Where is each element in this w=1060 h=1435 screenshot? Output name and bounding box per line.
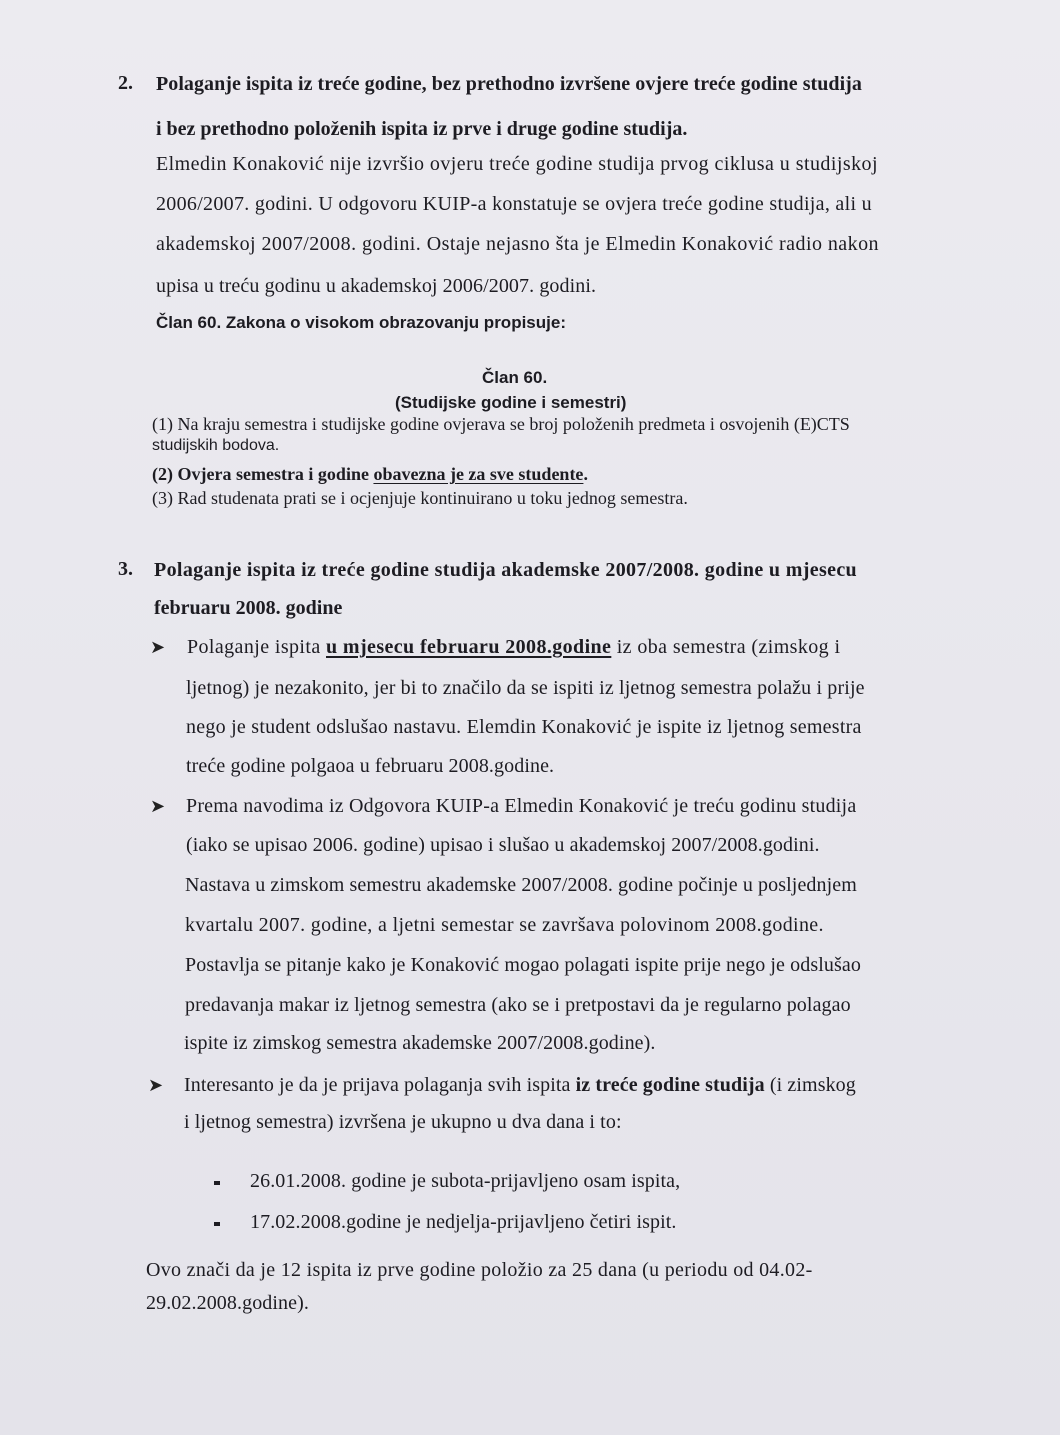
section-2-heading-line2: i bez prethodno položenih ispita iz prve i druge godine studija. [156,118,688,140]
bullet-3-suffix: (i zimskog [764,1074,856,1096]
bullet-1-line3: nego je student odslušao nastavu. Elemdin Konaković je ispite iz ljetnog semestra [186,716,862,738]
law-intro: Član 60. Zakona o visokom obrazovanju propisuje: [156,313,566,332]
arrow-bullet-icon: ➤ [150,637,166,657]
section-2-para-line4: upisa u treću godinu u akademskoj 2006/2007. godini. [156,275,597,297]
section-2-para-line2: 2006/2007. godini. U odgovoru KUIP-a konstatuje se ovjera treće godine studija, ali u [156,193,872,215]
article-paragraph-2 [152,464,588,485]
bullet-2-line6: predavanja makar iz ljetnog semestra (ako se i pretpostavi da je regularno polagao [185,994,851,1016]
bullet-3-prefix: Interesanto je da je prijava polaganja svih ispita [184,1074,576,1096]
article-title: Član 60. [482,368,548,387]
section-2-para-line1: Elmedin Konaković nije izvršio ovjeru treće godine studija prvog ciklusa u studijskoj [156,153,878,175]
article-paragraph-1-line1: (1) Na kraju semestra i studijske godine ovjerava se broj položenih predmeta i osvojenih (E)CTS [152,414,850,434]
bullet-1-line4: treće godine polgaoa u februaru 2008.godine. [186,755,555,777]
bullet-2-line3: Nastava u zimskom semestru akademske 2007/2008. godine počinje u posljednjem [185,874,857,896]
dash-bullet-icon [214,1222,220,1226]
closing-line2: 29.02.2008.godine). [146,1292,309,1314]
section-3-heading-line2: februaru 2008. godine [154,597,343,619]
bullet-2-line7: ispite iz zimskog semestra akademske 2007/2008.godine). [184,1032,656,1054]
bullet-1-underlined: u mjesecu februaru 2008.godine [326,636,612,658]
closing-line1: Ovo znači da je 12 ispita iz prve godine položio za 25 dana (u periodu od 04.02- [146,1259,813,1281]
dash-item-2: 17.02.2008.godine je nedjelja-prijavljeno četiri ispit. [250,1211,677,1233]
article-paragraph-2-underlined: obavezna je za sve studente [373,464,584,484]
article-paragraph-2-suffix: . [583,464,588,484]
bullet-2-line5: Postavlja se pitanje kako je Konaković mogao polagati ispite prije nego je odslušao [185,954,861,976]
bullet-1-line1 [187,636,840,659]
dash-item-1: 26.01.2008. godine je subota-prijavljeno osam ispita, [250,1170,681,1192]
bullet-1-suffix: iz oba semestra (zimskog i [611,636,841,658]
bullet-2-line1: Prema navodima iz Odgovora KUIP-a Elmedin Konaković je treću godinu studija [186,795,857,817]
bullet-3-bold: iz treće godine studija [575,1074,765,1096]
bullet-1-prefix: Polaganje ispita [187,636,326,658]
section-3-heading-line1: Polaganje ispita iz treće godine studija akademske 2007/2008. godine u mjesecu [154,559,858,581]
dash-bullet-icon [214,1181,220,1185]
arrow-bullet-icon: ➤ [150,796,166,816]
section-2-number: 2. [118,72,133,94]
bullet-3-line1 [184,1074,856,1097]
bullet-2-line2: (iako se upisao 2006. godine) upisao i slušao u akademskoj 2007/2008.godini. [186,834,820,856]
article-subtitle: (Studijske godine i semestri) [395,393,627,412]
article-paragraph-3: (3) Rad studenata prati se i ocjenjuje kontinuirano u toku jednog semestra. [152,488,688,508]
section-3-number: 3. [118,558,133,580]
bullet-1-line2: ljetnog) je nezakonito, jer bi to značilo da se ispiti iz ljetnog semestra polažu i prije [186,677,865,699]
bullet-2-line4: kvartalu 2007. godine, a ljetni semestar se završava polovinom 2008.godine. [185,914,824,936]
section-2-para-line3: akademskoj 2007/2008. godini. Ostaje nejasno šta je Elmedin Konaković radio nakon [156,233,879,255]
arrow-bullet-icon: ➤ [148,1075,164,1095]
section-2-heading-line1: Polaganje ispita iz treće godine, bez prethodno izvršene ovjere treće godine studija [156,73,862,95]
bullet-3-line2: i ljetnog semestra) izvršena je ukupno u dva dana i to: [184,1111,622,1133]
article-paragraph-2-prefix: (2) Ovjera semestra i godine [152,464,374,484]
article-paragraph-1-line2: studijskih bodova. [152,437,280,454]
